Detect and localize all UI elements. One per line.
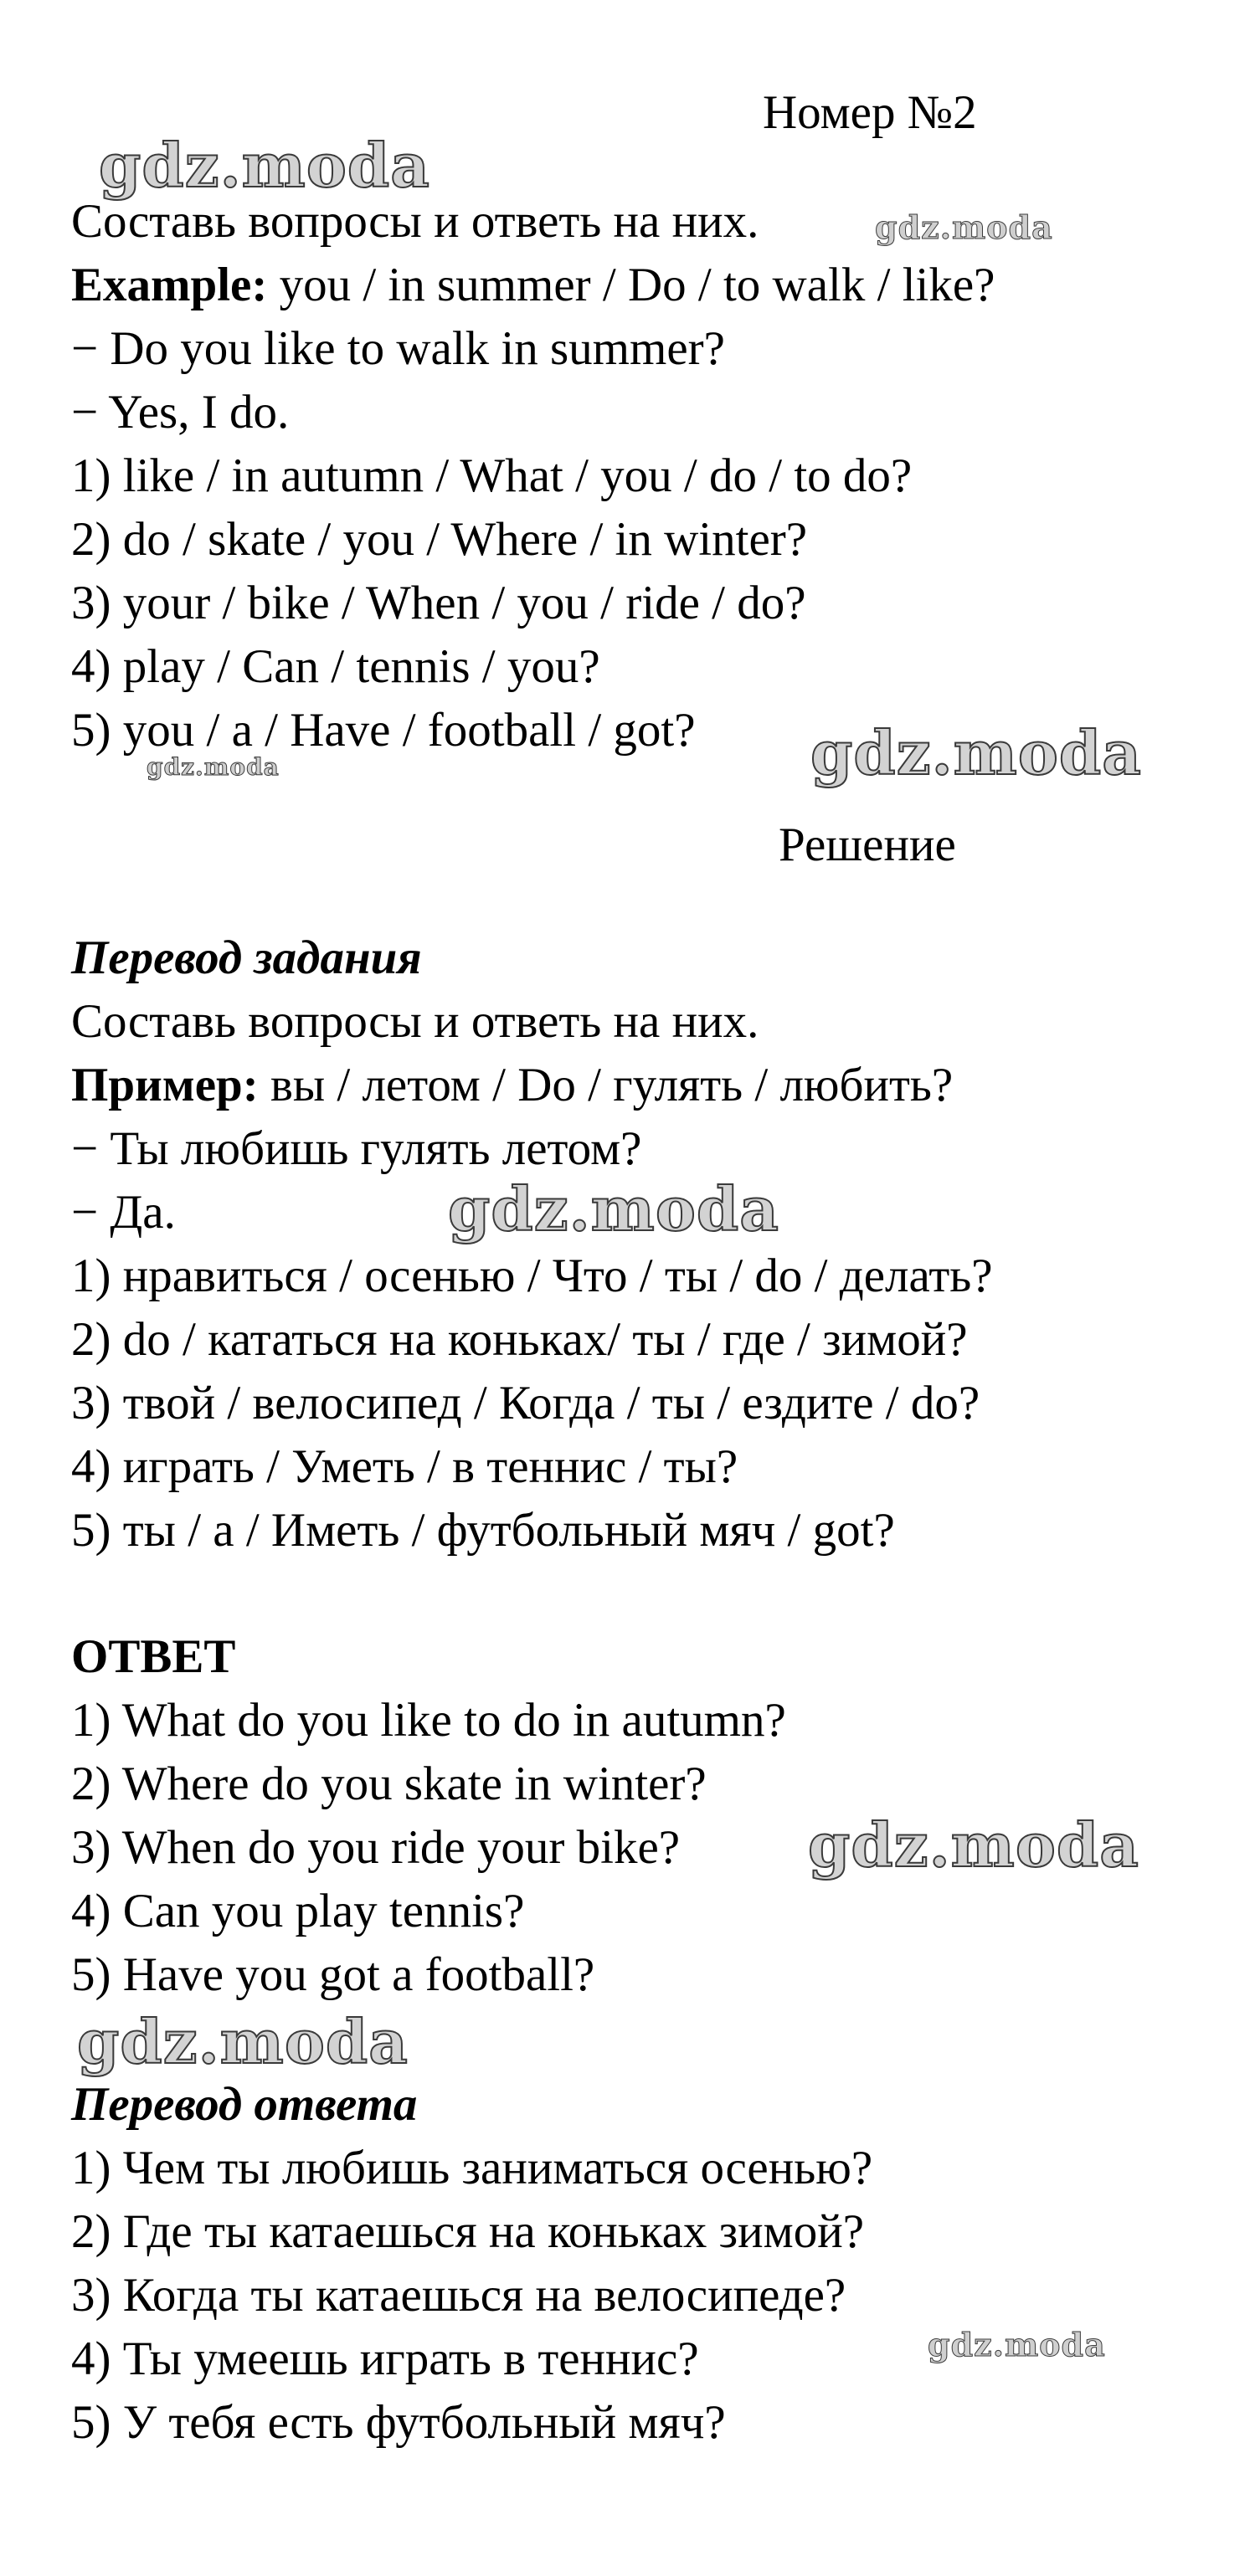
answer-translation-item: 5) У тебя есть футбольный мяч?	[71, 2396, 726, 2449]
translation-example-question: − Ты любишь гулять летом?	[71, 1122, 642, 1175]
example-line	[71, 256, 995, 315]
translation-example-label: Пример:	[71, 1059, 259, 1111]
page-number-title: Номер №2	[763, 86, 977, 139]
task-item: 3) your / bike / When / you / ride / do?	[71, 577, 806, 629]
answer-translation-item: 1) Чем ты любишь заниматься осенью?	[71, 2142, 873, 2194]
answer-translation-item: 2) Где ты катаешься на коньках зимой?	[71, 2205, 865, 2258]
watermark: gdz.moda	[808, 1809, 1139, 1881]
example-question: − Do you like to walk in summer?	[71, 322, 725, 375]
answer-item: 3) When do you ride your bike?	[71, 1821, 681, 1874]
translation-heading: Перевод задания	[71, 931, 422, 984]
solution-label: Решение	[779, 818, 956, 871]
translation-item: 5) ты / a / Иметь / футбольный мяч / got?	[71, 1504, 895, 1557]
example-answer: − Yes, I do.	[71, 386, 290, 439]
task-item: 1) like / in autumn / What / you / do / to do?	[71, 449, 913, 502]
translation-item: 2) do / кататься на коньках/ ты / где / зимой?	[71, 1313, 968, 1366]
task-title: Составь вопросы и ответь на них.	[71, 195, 759, 248]
translation-item: 1) нравиться / осенью / Что / ты / do / делать?	[71, 1250, 993, 1302]
answer-translation-heading: Перевод ответа	[71, 2078, 418, 2131]
watermark: gdz.moda	[875, 208, 1053, 246]
translation-example-text: вы / летом / Do / гулять / любить?	[258, 1059, 954, 1111]
watermark: gdz.moda	[448, 1173, 779, 1244]
answer-translation-item: 4) Ты умеешь играть в теннис?	[71, 2332, 699, 2385]
translation-item: 4) играть / Уметь / в теннис / ты?	[71, 1440, 738, 1493]
task-item: 5) you / a / Have / football / got?	[71, 704, 696, 757]
translation-item: 3) твой / велосипед / Когда / ты / ездите / do?	[71, 1377, 980, 1429]
translation-example-line	[71, 1056, 953, 1115]
answer-item: 4) Can you play tennis?	[71, 1885, 525, 1937]
answer-item: 1) What do you like to do in autumn?	[71, 1694, 786, 1747]
answer-item: 2) Where do you skate in winter?	[71, 1758, 707, 1810]
answer-translation-item: 3) Когда ты катаешься на велосипеде?	[71, 2269, 846, 2322]
task-item: 4) play / Can / tennis / you?	[71, 640, 600, 693]
answer-heading: ОТВЕТ	[71, 1630, 236, 1683]
answer-item: 5) Have you got a football?	[71, 1948, 595, 2001]
example-text: you / in summer / Do / to walk / like?	[267, 259, 995, 311]
translation-title: Составь вопросы и ответь на них.	[71, 995, 759, 1048]
watermark: gdz.moda	[147, 753, 280, 781]
task-item: 2) do / skate / you / Where / in winter?	[71, 513, 808, 566]
watermark: gdz.moda	[810, 717, 1142, 788]
watermark: gdz.moda	[77, 2006, 409, 2077]
watermark: gdz.moda	[99, 130, 430, 201]
example-label: Example:	[71, 259, 268, 311]
translation-example-answer: − Да.	[71, 1186, 176, 1239]
watermark: gdz.moda	[928, 2326, 1106, 2363]
